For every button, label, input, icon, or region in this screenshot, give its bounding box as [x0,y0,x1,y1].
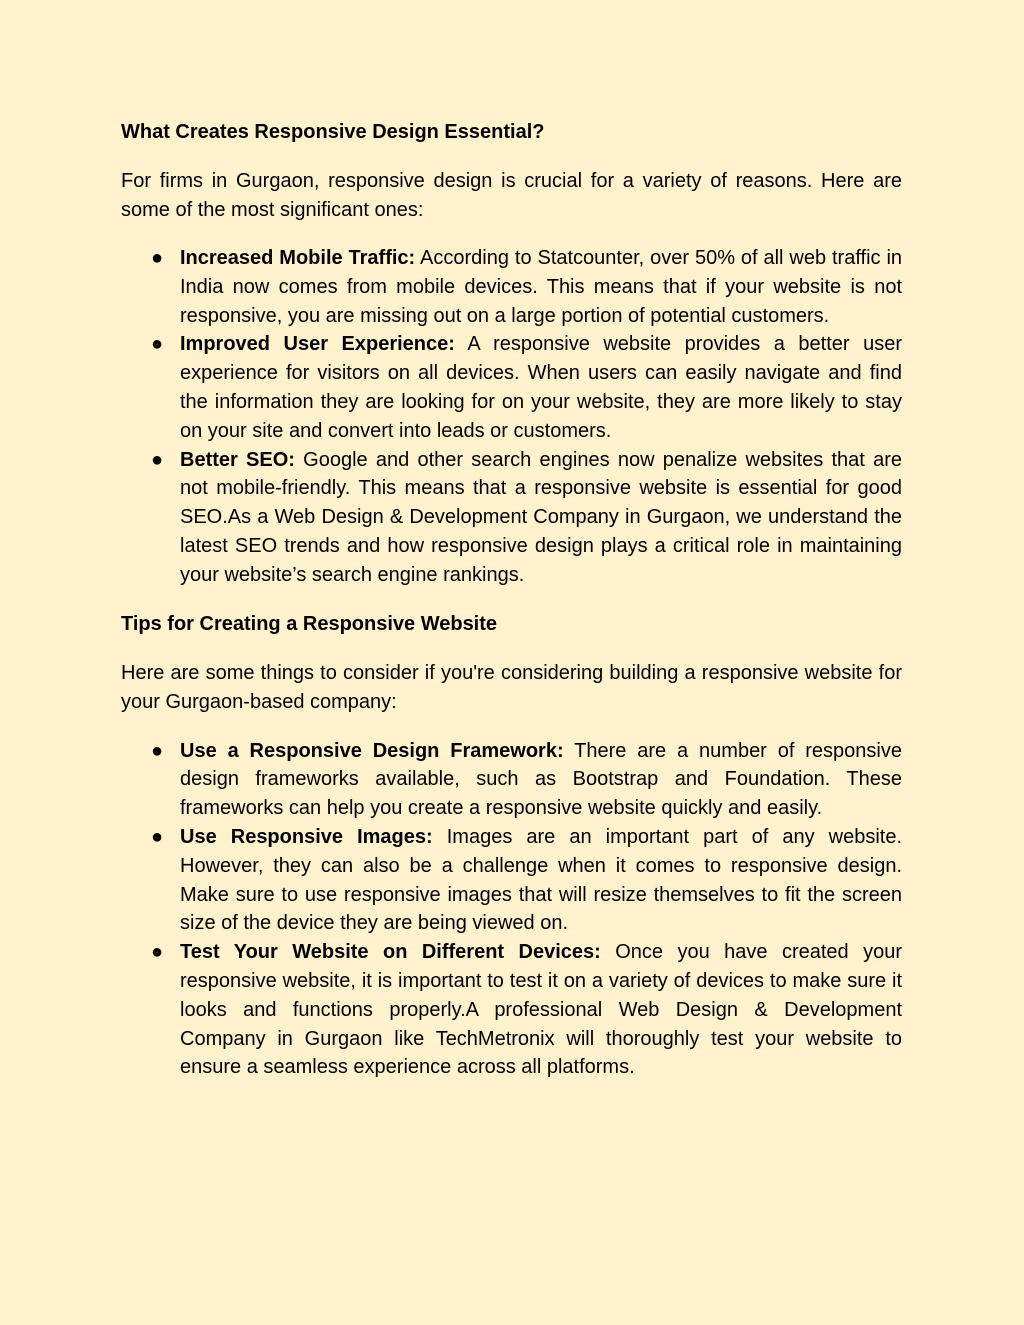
list-item-term: Use Responsive Images: [180,825,433,848]
bullet-icon: ● [151,333,164,356]
list-item-better-seo [121,446,902,590]
list-item-term: Increased Mobile Traffic: [180,247,416,269]
section-heading-tips: Tips for Creating a Responsive Website [121,612,498,635]
bullet-icon: ● [151,825,164,848]
list-item-text: Images are an important part of any website. However, they can also be a challenge when it comes to responsive design. Make sure to use responsive images that will resize themselves to fit the screen size of the device they are being viewed on. [180,825,903,935]
list-item-term: Test Your Website on Different Devices: [180,941,601,964]
list-item-term: Better SEO: [180,448,295,471]
list-item-term: Use a Responsive Design Framework: [180,739,564,762]
bullet-icon: ● [151,247,164,269]
list-item-user-experience [121,330,902,445]
section-intro-paragraph: Here are some things to consider if you're considering building a responsive website for your Gurgaon-based company: [121,661,902,713]
document-content [121,118,902,1082]
list-item-mobile-traffic [121,244,902,330]
bullet-icon: ● [151,739,164,762]
tips-list [121,737,902,1083]
reasons-list [121,244,902,590]
list-item-test-devices [121,938,902,1082]
list-item-responsive-images [121,823,902,938]
list-item-term: Improved User Experience: [180,333,455,356]
list-item-text: There are a number of responsive design frameworks available, such as Bootstrap and Foundation. These frameworks can help you create a responsive website quickly and easily. [180,739,902,820]
bullet-icon: ● [151,448,164,471]
bullet-icon: ● [151,941,164,964]
list-item-text: Once you have created your responsive website, it is important to test it on a variety of devices to make sure it looks and functions properly.A professional Web Design & Development Company in Gurgaon like TechMetronix will thoroughly test your website to ensure a seamless experience across all platforms. [180,941,902,1079]
list-item-design-framework [121,737,902,823]
list-item-text: Google and other search engines now penalize websites that are not mobile-friendly. This means that a responsive website is essential for good SEO.As a Web Design & Development Company in Gurgaon, we understand the latest SEO trends and how responsive design plays a critical role in maintaining your website’s search engine rankings. [180,448,902,586]
list-item-text: A responsive website provides a better user experience for visitors on all devices. When users can easily navigate and find the information they are looking for on your website, they are more likely to stay on your site and convert into leads or customers. [180,333,902,442]
list-item-text: According to Statcounter, over 50% of all web traffic in India now comes from mobile devices. This means that if your website is not responsive, you are missing out on a large portion of potential customers. [180,247,903,327]
section-intro-paragraph: For firms in Gurgaon, responsive design is crucial for a variety of reasons. Here are some of the most significant ones: [121,170,902,221]
section-heading-responsive-design: What Creates Responsive Design Essential? [121,121,545,143]
